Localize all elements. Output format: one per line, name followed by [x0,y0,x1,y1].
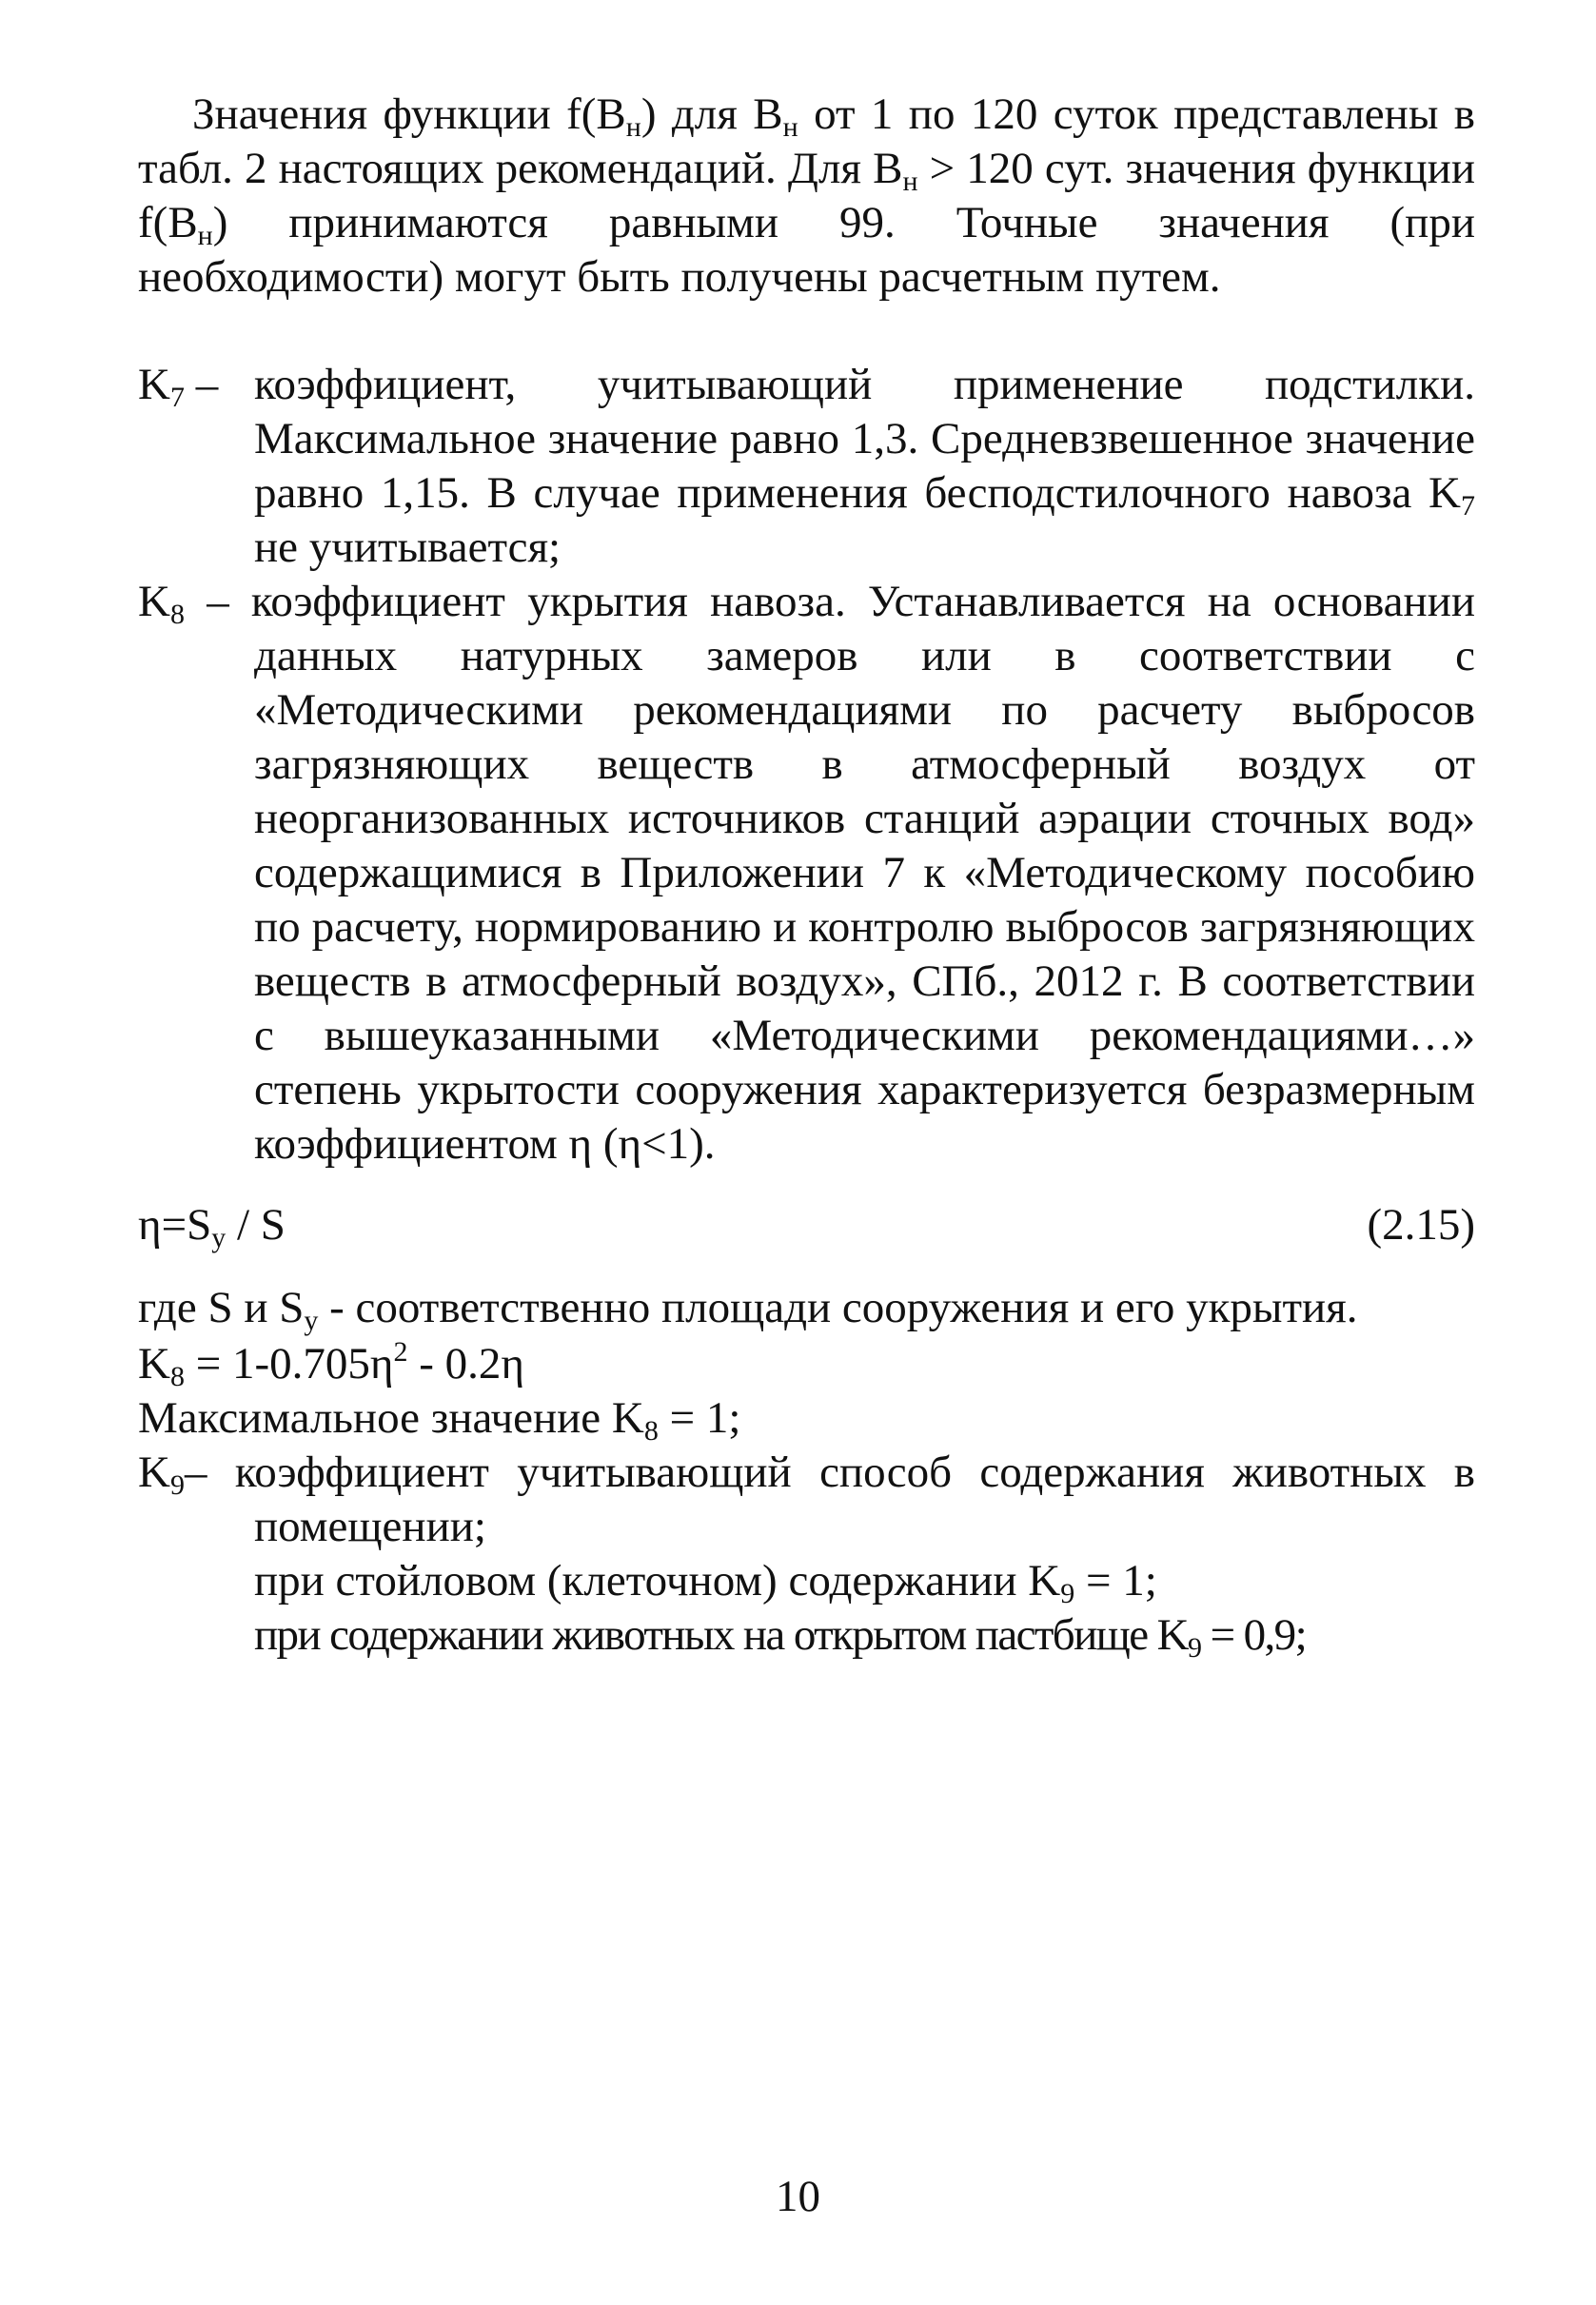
k8-formula: $K_8 = 1-0.705\eta^2 - 0.2\eta$ [138,1336,524,1392]
k9-pasture-line: при содержании животных на открытом пастбище $K_9 = 0,9$; [254,1610,1307,1664]
k8-body: данных натурных замеров или в соответствии с «Методическими рекомендациями по расчету выбросов загрязняющих веществ в атмосферный воздух от неорганизованных источников станций аэрации сточных вод» содержащимися в Приложении 7 к «Методическому пособию по расчету, нормированию и контролю выбросов загрязняющих веществ в атмосферный воздух», СПб., 2012 г. В соответствии с вышеуказанными «Методическими рекомендациями…» степень укрытости сооружения характеризуется безразмерным коэффициентом η (η<1). [254,631,1475,1169]
formula-2-15 [138,1198,1475,1252]
k7-first-line: коэффициент, учитывающий применение подстилки. [254,360,1475,409]
k9-definition [138,1446,1475,1554]
k7-body: коэффициент, учитывающий применение подстилки. Максимальное значение равно 1,3. Средневзвешенное значение равно 1,15. В случае применения бесподстилочного навоза $K_7$ не учитывается; [254,360,1475,572]
k8-definition [138,575,1475,1172]
k9-rest: помещении; [254,1502,486,1551]
intro-paragraph: Значения функции $f(B_н)$ для $B_н$ от 1 по 120 суток представлены в табл. 2 настоящих рекомендаций. Для $B_н > 120$ сут. значения функции $f(B_н)$ принимаются равными 99. Точные значения (при необходимости) могут быть получены расчетным путем. [138,89,1475,302]
page-number: 10 [776,2172,820,2221]
where-line: где S и $S_y$ - соответственно площади сооружения и его укрытия. [138,1283,1358,1336]
k7-definition [138,358,1475,575]
k9-first-line: $K_9-$ коэффициент учитывающий способ содержания животных в [138,1448,1475,1501]
k9-stall-line: при стойловом (клеточном) содержании $K_9 = 1$; [254,1556,1157,1609]
k8-first-line: $K_8$ – коэффициент укрытия навоза. Устанавливается на основании [138,577,1476,630]
k7-term: $K_7$ – [138,360,219,413]
k8-max-line: Максимальное значение $K_8 = 1$; [138,1393,741,1447]
k7-rest: Максимальное значение равно 1,3. Средневзвешенное значение равно 1,15. В случае применения бесподстилочного навоза K [254,414,1475,518]
equation-number: (2.15) [1367,1200,1475,1250]
eta-formula: $\eta=S_y / S$ [138,1200,286,1253]
